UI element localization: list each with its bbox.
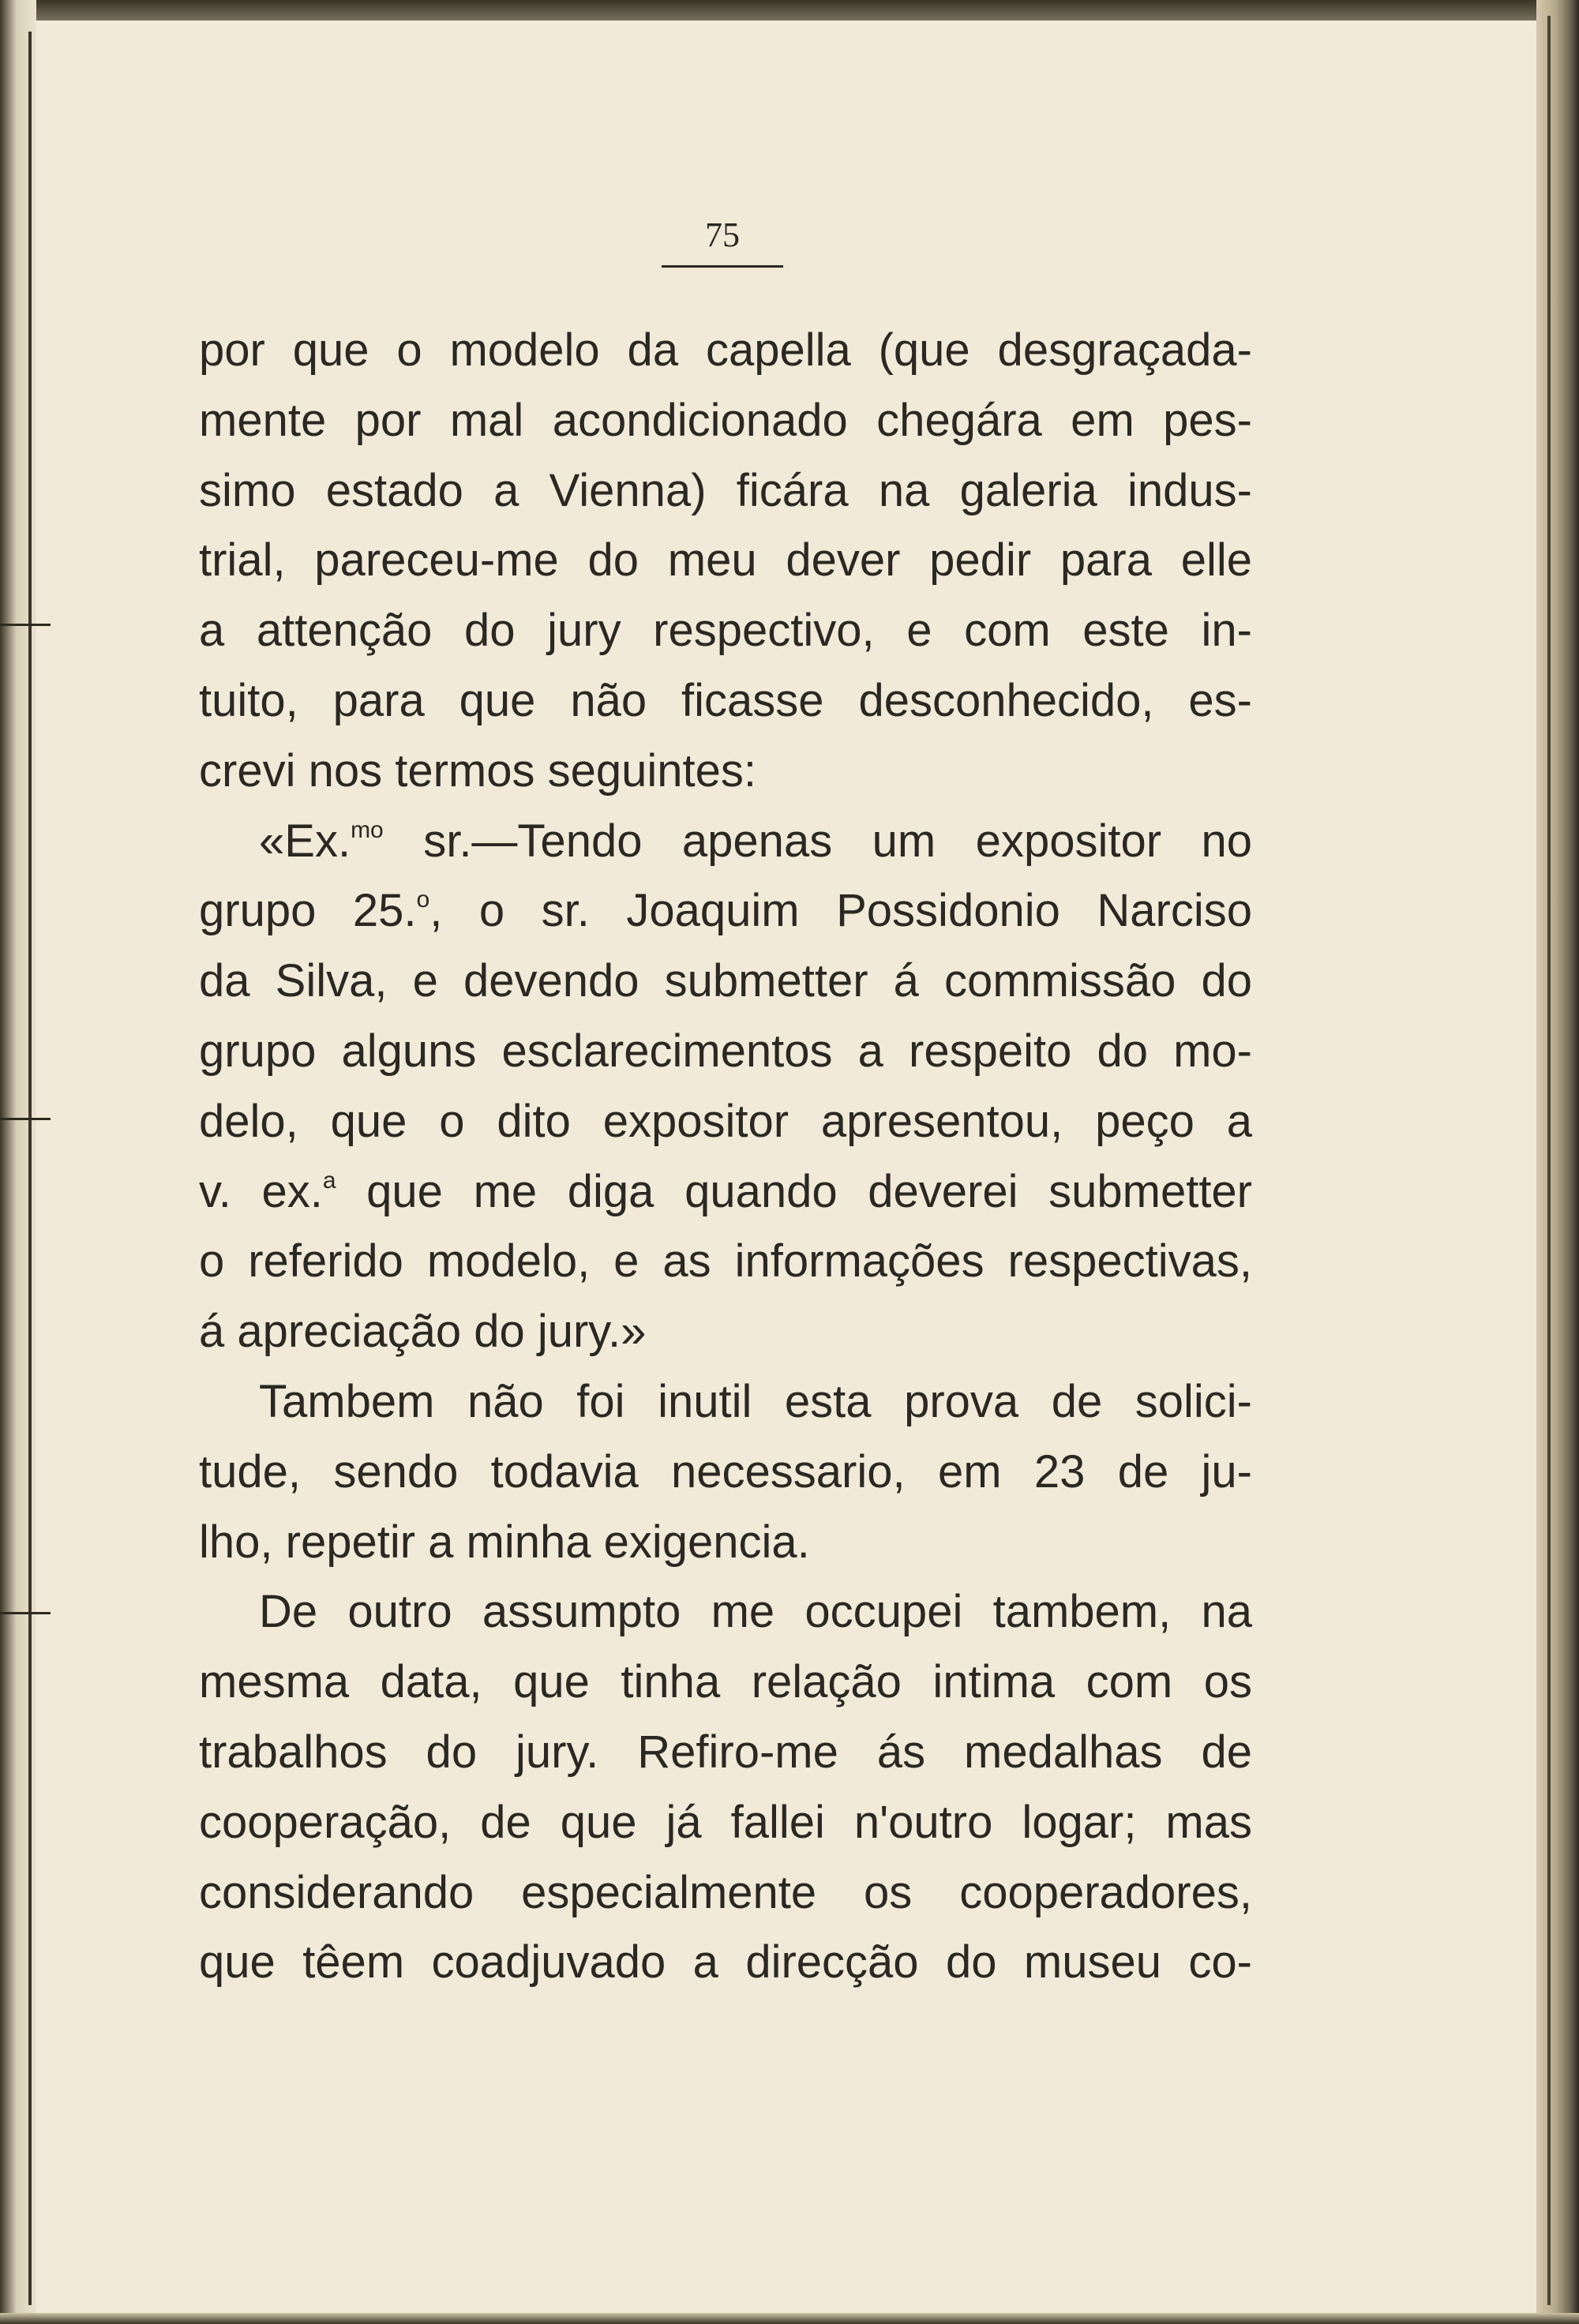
text-line: simo estado a Vienna) ficára na galeria indus- (199, 464, 1252, 516)
page-number-rule (662, 265, 783, 268)
text-line: mesma data, que tinha relação intima com os (199, 1656, 1252, 1708)
text-line: considerando especialmente os cooperadores, (199, 1866, 1252, 1918)
superscript: a (322, 1167, 336, 1194)
paragraph-1 (199, 316, 1252, 807)
margin-tick (0, 1118, 51, 1120)
fore-edge-rule (1547, 16, 1551, 2305)
margin-tick (0, 1612, 51, 1614)
page-bottom-edge (0, 2313, 1579, 2324)
text-line: mente por mal acondicionado chegára em pes- (199, 394, 1252, 446)
text-line: trial, pareceu-me do meu dever pedir para elle (199, 534, 1252, 587)
text-segment: que me diga quando deverei submetter (336, 1165, 1252, 1217)
text-segment: «Ex. (259, 815, 351, 867)
paragraph-2-quoted-letter (199, 807, 1252, 1367)
superscript: mo (351, 816, 384, 843)
text-line: da Silva, e devendo submetter á commissão do (199, 955, 1252, 1007)
text-line: o referido modelo, e as informações respectivas, (199, 1235, 1252, 1288)
paragraph-3 (199, 1367, 1252, 1577)
margin-tick (0, 624, 51, 626)
body-text (199, 316, 1252, 1998)
text-line: trabalhos do jury. Refiro-me ás medalhas de (199, 1726, 1252, 1778)
text-segment: grupo 25. (199, 885, 417, 937)
text-line (199, 1157, 1252, 1228)
binding-rule (28, 32, 32, 2305)
text-line: por que o modelo da capella (que desgraçada- (199, 324, 1252, 376)
text-line: crevi nos termos seguintes: (199, 744, 756, 797)
paragraph-4 (199, 1577, 1252, 1998)
text-line: cooperação, de que já fallei n'outro logar; mas (199, 1796, 1252, 1848)
text-line: que têem coadjuvado a direcção do museu co- (199, 1936, 1252, 1989)
text-line (199, 807, 1252, 877)
text-line: tude, sendo todavia necessario, em 23 de ju- (199, 1445, 1252, 1497)
text-line: Tambem não foi inutil esta prova de solici- (259, 1375, 1252, 1427)
text-line: delo, que o dito expositor apresentou, peço a (199, 1095, 1252, 1147)
page-fore-edge (1536, 0, 1579, 2324)
superscript: o (416, 886, 430, 913)
text-line: tuito, para que não ficasse desconhecido, es- (199, 674, 1252, 726)
text-line: a attenção do jury respectivo, e com este in- (199, 605, 1252, 657)
text-line: á apreciação do jury.» (199, 1306, 647, 1358)
page-number: 75 (705, 216, 740, 254)
text-segment: v. ex. (199, 1165, 323, 1217)
text-line: De outro assumpto me occupei tambem, na (259, 1586, 1252, 1638)
text-line: grupo alguns esclarecimentos a respeito do mo- (199, 1025, 1252, 1077)
text-segment: , o sr. Joaquim Possidonio Narciso (429, 885, 1252, 937)
text-line (199, 876, 1252, 946)
text-line: lho, repetir a minha exigencia. (199, 1516, 810, 1568)
text-segment: sr.—Tendo apenas um expositor no (383, 815, 1252, 867)
page-top-edge (0, 0, 1579, 21)
